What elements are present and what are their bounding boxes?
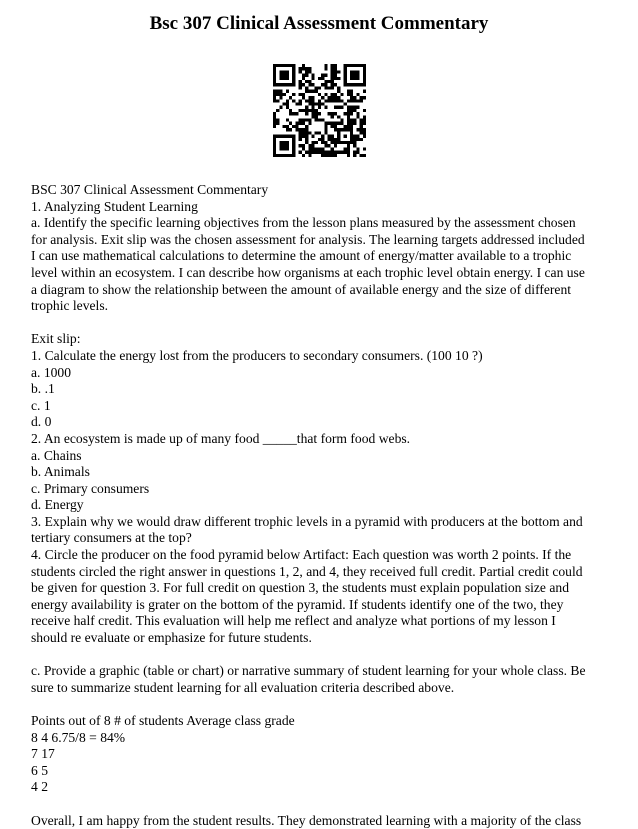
text-line: 1. Analyzing Student Learning: [31, 198, 198, 214]
text-line: receive half credit. This evaluation will help me reflect and analyze what portions of my lesson I: [31, 613, 556, 629]
text-line: d. 0: [31, 414, 52, 430]
text-line: b. .1: [31, 381, 55, 397]
text-line: Exit slip:: [31, 331, 81, 347]
text-line: students circled the right answer in questions 1, 2, and 4, they received full credit. Partial credit could: [31, 563, 583, 579]
text-line: Points out of 8 # of students Average class grade: [31, 713, 295, 728]
paragraph-gap: [31, 796, 611, 813]
document-body: [31, 182, 611, 829]
text-line: 6 5: [31, 762, 48, 778]
text-line: 3. Explain why we would draw different trophic levels in a pyramid with producers at the bottom and: [31, 513, 583, 529]
text-line: be given for question 3. For full credit on question 3, the students must explain population size and: [31, 580, 569, 596]
text-line: trophic levels.: [31, 298, 109, 314]
text-line: 4 2: [31, 779, 48, 795]
text-line: 4. Circle the producer on the food pyramid below Artifact: Each question was worth 2 points. If the: [31, 547, 572, 563]
paragraph-gap: [31, 647, 611, 664]
text-line: c. Provide a graphic (table or chart) or narrative summary of student learning for your whole class. Be: [31, 663, 586, 679]
text-line: level within an ecosystem. I can describe how organisms at each trophic level obtain energy. I can use: [31, 264, 585, 280]
text-line: tertiary consumers at the top?: [31, 530, 192, 546]
text-line: for analysis. Exit slip was the chosen assessment for analysis. The learning targets addressed included: [31, 231, 585, 247]
text-line: a. Identify the specific learning objectives from the lesson plans measured by the assessment chosen: [31, 215, 576, 231]
text-line: d. Energy: [31, 497, 84, 513]
text-line: Overall, I am happy from the student results. They demonstrated learning with a majority of the class: [31, 812, 582, 828]
text-line: 1. Calculate the energy lost from the producers to secondary consumers. (100 10 ?): [31, 347, 483, 363]
text-line: a. 1000: [31, 364, 72, 380]
text-line: 2. An ecosystem is made up of many food _____that form food webs.: [31, 430, 411, 446]
document-title: Bsc 307 Clinical Assessment Commentary: [149, 13, 489, 34]
text-line: energy availability is grater on the bottom of the pyramid. If students identify one of the two, they: [31, 596, 564, 612]
qr-code-icon: [273, 64, 366, 157]
text-line: c. 1: [31, 397, 51, 413]
text-line: should re evaluate or emphasize for future students.: [31, 630, 312, 646]
text-line: sure to summarize student learning for all evaluation criteria described above.: [31, 679, 455, 695]
text-line: c. Primary consumers: [31, 480, 150, 496]
text-line: I can use mathematical calculations to determine the amount of energy/matter available to a trophic: [31, 248, 572, 264]
paragraph-gap: [31, 315, 611, 332]
paragraph-gap: [31, 696, 611, 713]
text-line: a diagram to show the relationship between the amount of available energy and the size of different: [31, 281, 572, 297]
text-line: 8 4 6.75/8 = 84%: [31, 729, 126, 745]
text-line: a. Chains: [31, 447, 82, 463]
text-line: BSC 307 Clinical Assessment Commentary: [31, 182, 269, 197]
text-line: b. Animals: [31, 464, 90, 480]
text-line: 7 17: [31, 746, 55, 762]
